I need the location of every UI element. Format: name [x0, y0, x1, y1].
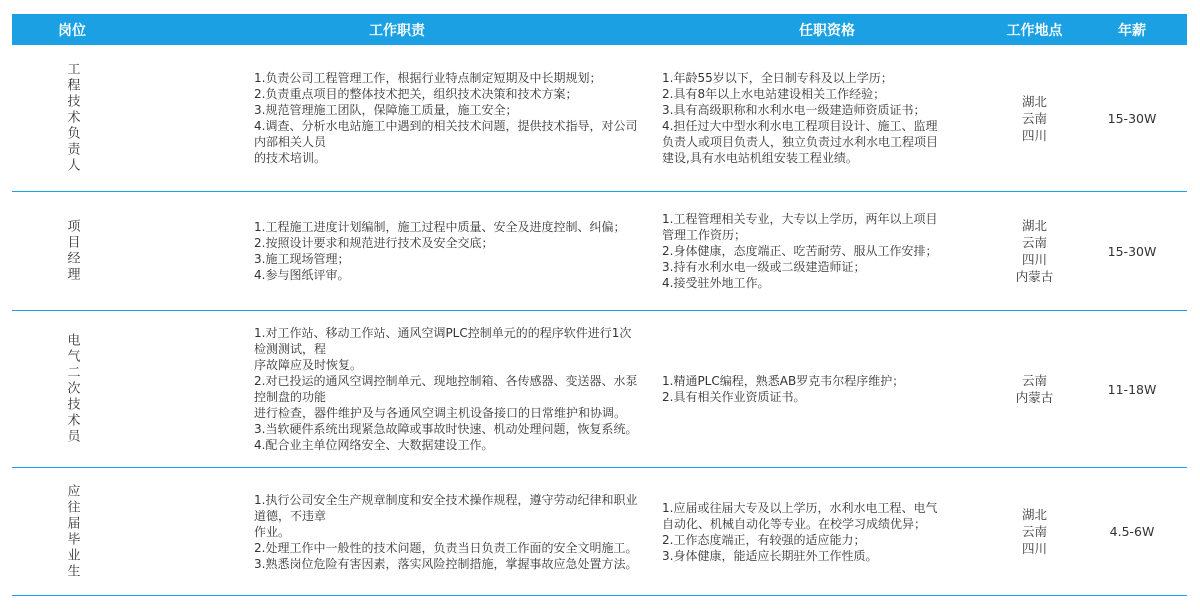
table-row: [12, 192, 1187, 311]
header-position: 岗位: [58, 22, 86, 39]
requirements-text: 1.精通PLC编程，熟悉AB罗克韦尔程序维护； 2.具有相关作业资质证书。: [662, 374, 905, 404]
table-header: [12, 14, 1187, 45]
position-title: 电气二次技术员: [64, 333, 80, 445]
requirements-text: 1.工程管理相关专业，大专以上学历，两年以上项目 管理工作资历； 2.身体健康，态度端正、吃苦耐劳、服从工作安排； 3.持有水利水电一级或二级建造师证； 4.接受驻外地工作。: [662, 212, 938, 290]
salary-text: 15-30W: [1107, 243, 1157, 259]
salary-text: 11-18W: [1107, 381, 1157, 397]
location-text: 湖北 云南 四川 内蒙古: [1015, 218, 1054, 284]
duties-text: 1.负责公司工程管理工作，根据行业特点制定短期及中长期规划； 2.负责重点项目的整体技术把关，组织技术决策和技术方案； 3.规范管理施工团队，保障施工质量，施工安全； 4.调查、分析水电站施工中遇到的相关技术问题，提供技术指导，对公司内部相关人员 的技术培训。: [254, 71, 638, 165]
header-salary: 年薪: [1118, 22, 1146, 39]
duties-text: 1.执行公司安全生产规章制度和安全技术操作规程，遵守劳动纪律和职业道德，不违章 作业。 2.处理工作中一般性的技术问题，负责当日负责工作面的安全文明施工。 3.熟悉岗位危险有害因素，落实风险控制措施，掌握事故应急处置方法。: [254, 492, 638, 571]
header-requirements: 任职资格: [799, 22, 855, 39]
requirements-text: 1.年龄55岁以下，全日制专科及以上学历； 2.具有8年以上水电站建设相关工作经验； 3.具有高级职称和水利水电一级建造师资质证书； 4.担任过大中型水利水电工程项目设计、施工、监理 负责人或项目负责人，独立负责过水利水电工程项目 建设,具有水电站机组安装工程业绩。: [662, 71, 939, 165]
header-duties: 工作职责: [369, 22, 425, 39]
salary-text: 15-30W: [1107, 110, 1157, 126]
location-text: 云南 内蒙古: [1015, 373, 1054, 405]
header-location: 工作地点: [1006, 22, 1063, 39]
table-row: [12, 45, 1187, 192]
salary-text: 4.5-6W: [1109, 524, 1155, 539]
location-text: 湖北 云南 四川: [1021, 93, 1047, 143]
position-title: 工程技术负责人: [64, 62, 80, 174]
position-title: 项目经理: [64, 219, 80, 283]
duties-text: 1.对工作站、移动工作站、通风空调PLC控制单元的的程序软件进行1次检测测试，程 序故障应及时恢复。 2.对已投运的通风空调控制单元、现地控制箱、各传感器、变送器、水泵控制盘的功能 进行检查，器件维护及与各通风空调主机设备接口的日常维护和协调。 3.当软硬件系统出现紧急故障或事故时快速、机动处理问题，恢复系统。 4.配合业主单位网络安全、大数据建设工作。: [254, 326, 638, 452]
job-table: [12, 14, 1187, 596]
table-row: [12, 468, 1187, 596]
table-row: [12, 311, 1187, 468]
location-text: 湖北 云南 四川: [1021, 507, 1047, 556]
requirements-text: 1.应届或往届大专及以上学历，水利水电工程、电气 自动化、机械自动化等专业。在校学习成绩优异； 2.工作态度端正，有较强的适应能力； 3.身体健康，能适应长期驻外工作性质。: [662, 500, 938, 563]
duties-text: 1.工程施工进度计划编制，施工过程中质量、安全及进度控制、纠偏； 2.按照设计要求和规范进行技术及安全交底； 3.施工现场管理； 4.参与图纸评审。: [254, 220, 626, 282]
position-title: 应往届毕业生: [64, 483, 80, 580]
